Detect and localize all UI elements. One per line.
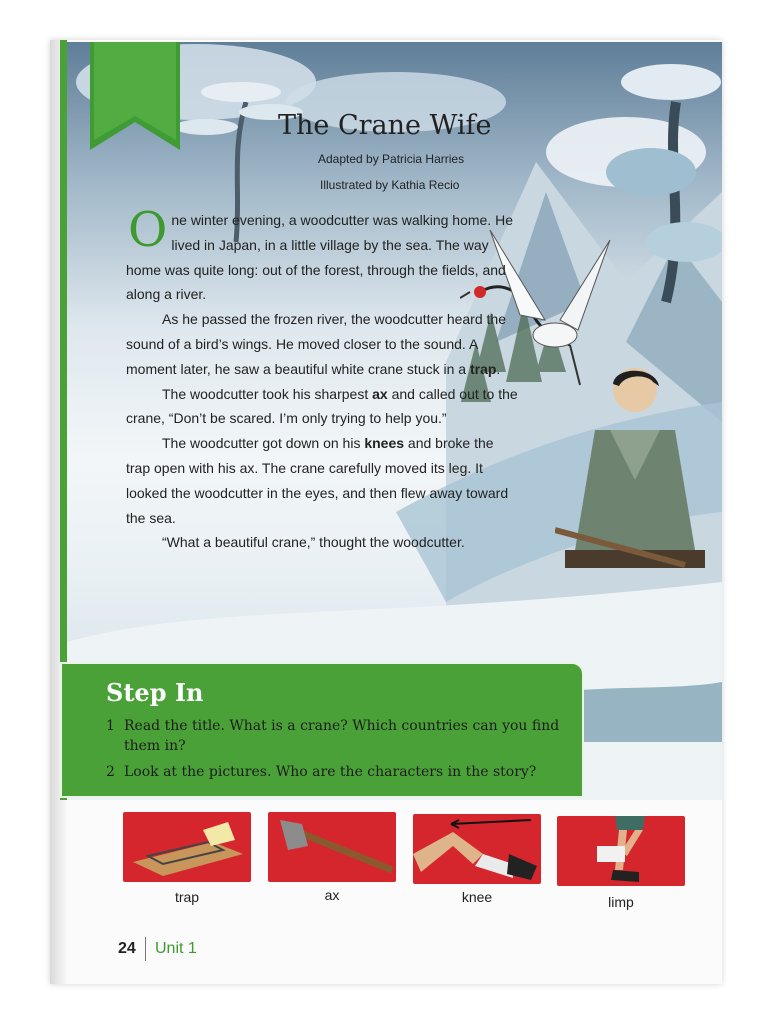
- knee-label: knee: [461, 889, 493, 905]
- adapted-by-credit: Adapted by Patricia Harries: [318, 152, 465, 166]
- ax-label: ax: [324, 887, 340, 903]
- unit-label: Unit 1: [155, 940, 197, 957]
- trap-label: trap: [174, 889, 200, 905]
- story-title: The Crane Wife: [278, 110, 492, 141]
- paragraph-3: The woodcutter took his sharpest ax and called out to the crane, “Don’t be scared. I’m only trying to help you.”: [126, 385, 518, 427]
- ax-icon: [268, 812, 396, 882]
- trap-picture: [123, 812, 251, 882]
- footer-divider: [145, 937, 146, 961]
- vocab-word-ax: ax: [372, 385, 388, 402]
- step-in-item: 1 Read the title. What is a crane? Which countries can you find them in?: [106, 718, 560, 754]
- bookmark-ribbon-icon: [90, 42, 180, 150]
- knee-picture: [413, 814, 541, 884]
- limp-label: limp: [608, 894, 634, 910]
- step-in-list: [106, 716, 566, 788]
- step-in-item: 2 Look at the pictures. Who are the characters in the story?: [106, 764, 537, 780]
- story-text: [126, 202, 521, 555]
- step-in-title: Step In: [106, 678, 204, 707]
- drop-cap: O: [128, 202, 168, 258]
- knee-icon: [413, 814, 541, 884]
- step-in-box: [60, 662, 584, 798]
- mousetrap-icon: [123, 812, 251, 882]
- vocab-word-knees: knees: [364, 435, 405, 452]
- paragraph-5: “What a beautiful crane,” thought the woodcutter.: [162, 534, 465, 551]
- limp-picture: [557, 816, 685, 886]
- paragraph-2: As he passed the frozen river, the woodcutter heard the sound of a bird’s wings. He moved closer to the sound. A moment later, he saw a beautiful white crane stuck in a trap.: [126, 311, 506, 377]
- paragraph-1: One winter evening, a woodcutter was walking home. He lived in Japan, in a little village by the sea. The way home was quite long: out of the forest, through the fields, and along a river.: [126, 202, 513, 303]
- paragraph-4: The woodcutter got down on his knees and broke the trap open with his ax. The crane carefully moved its leg. It looked the woodcutter in the eyes, and then flew away toward the sea.: [126, 435, 509, 526]
- woodcutter-icon: [555, 360, 715, 580]
- limping-legs-icon: [557, 816, 685, 886]
- vocab-word-trap: trap: [469, 360, 497, 377]
- ax-picture: [268, 812, 396, 882]
- illustrated-by-credit: Illustrated by Kathia Recio: [320, 178, 460, 192]
- page-number: 24: [118, 940, 136, 957]
